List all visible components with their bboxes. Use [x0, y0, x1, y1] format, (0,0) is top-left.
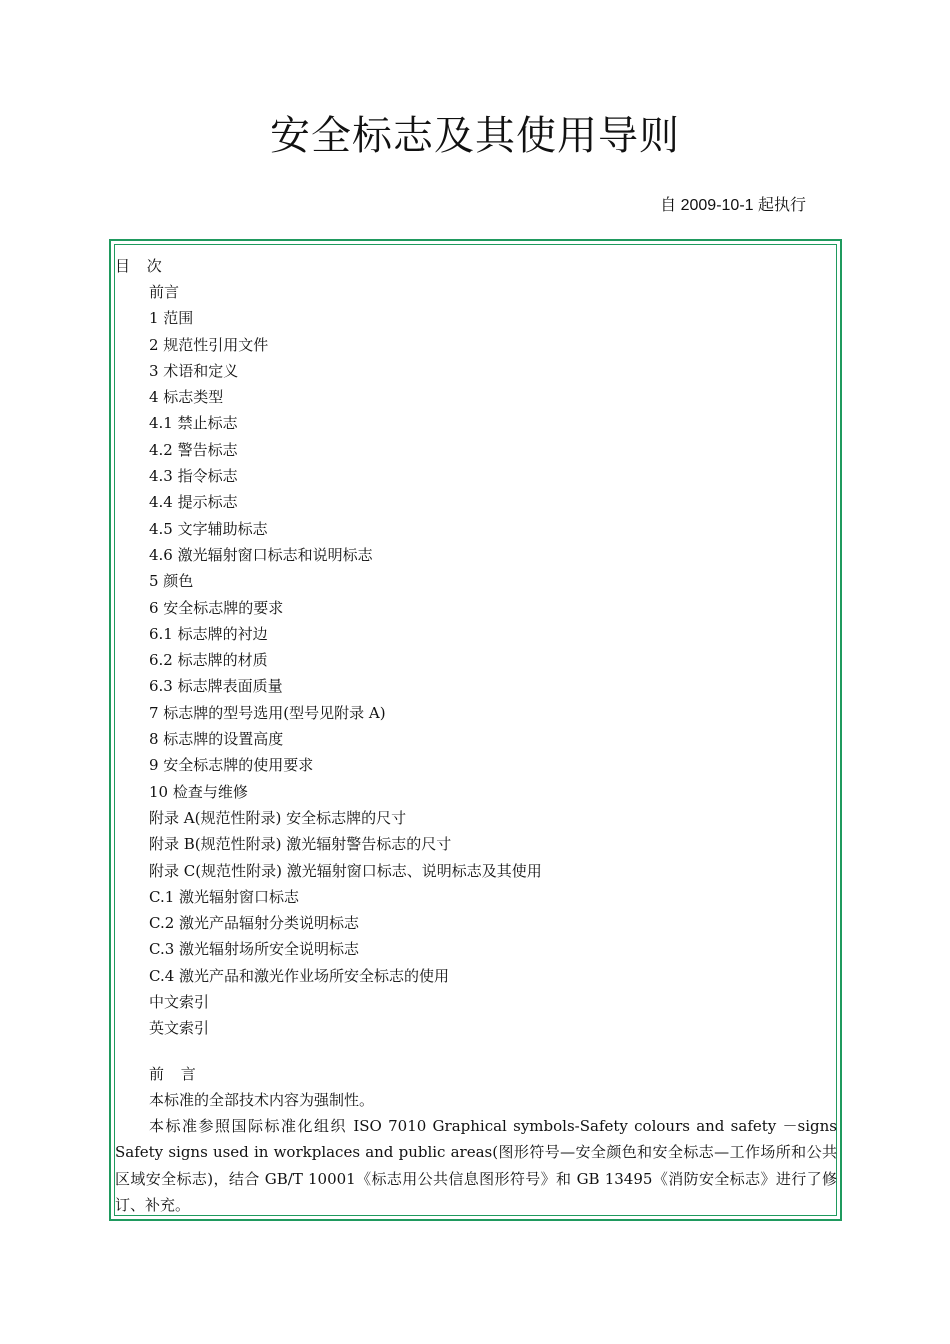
toc-item: 5 颜色	[149, 572, 194, 591]
toc-item: 4.2 警告标志	[149, 440, 238, 459]
toc-item: 4.6 激光辐射窗口标志和说明标志	[149, 545, 373, 564]
toc-item: 附录 C(规范性附录) 激光辐射窗口标志、说明标志及其使用	[149, 861, 542, 880]
toc-item: 4.1 禁止标志	[149, 414, 238, 433]
toc-item: 10 检查与维修	[149, 782, 248, 801]
toc-item: 附录 A(规范性附录) 安全标志牌的尺寸	[149, 808, 407, 827]
toc-item: 7 标志牌的型号选用(型号见附录 A)	[149, 703, 386, 722]
toc-item: 4.5 文字辅助标志	[149, 519, 268, 538]
effective-date: 自 2009-10-1 起执行	[660, 197, 806, 214]
toc-item: 6.3 标志牌表面质量	[149, 677, 283, 696]
preface-heading: 前 言	[149, 1065, 202, 1083]
toc-list	[149, 279, 542, 1042]
document-title: 安全标志及其使用导则	[270, 113, 680, 159]
toc-item: 英文索引	[149, 1019, 210, 1038]
toc-heading: 目 次	[115, 257, 168, 275]
toc-item: 4.4 提示标志	[149, 493, 238, 512]
toc-item: 6 安全标志牌的要求	[149, 598, 284, 617]
toc-item: 6.1 标志牌的衬边	[149, 624, 268, 643]
toc-item: 4.3 指令标志	[149, 467, 238, 486]
toc-item: 2 规范性引用文件	[149, 335, 269, 354]
toc-item: 9 安全标志牌的使用要求	[149, 756, 314, 775]
toc-item: 4 标志类型	[149, 388, 224, 407]
toc-item: 中文索引	[149, 993, 210, 1012]
toc-item: 8 标志牌的设置高度	[149, 730, 284, 749]
toc-item: 3 术语和定义	[149, 361, 239, 380]
toc-item: C.3 激光辐射场所安全说明标志	[149, 940, 360, 959]
toc-item: 6.2 标志牌的材质	[149, 651, 268, 670]
toc-item: C.1 激光辐射窗口标志	[149, 887, 300, 906]
toc-item: 前言	[149, 283, 180, 301]
toc-item: 附录 B(规范性附录) 激光辐射警告标志的尺寸	[149, 835, 452, 854]
preface-paragraph: 本标准参照国际标准化组织 ISO 7010 Graphical symbols-Safety colours and safety －signs Safety signs used in workplaces and public areas(图形符号—安全颜色和安全标志—工作场所和公共区域安全标志)，结合 GB/T 10001《标志用公共信息图形符号》和 GB 13495《消防安全标志》进行了修订、补充。	[115, 1117, 837, 1214]
toc-item: 1 范围	[149, 309, 194, 328]
toc-item: C.4 激光产品和激光作业场所安全标志的使用	[149, 966, 450, 985]
toc-item: C.2 激光产品辐射分类说明标志	[149, 914, 360, 933]
preface-paragraph: 本标准的全部技术内容为强制性。	[149, 1091, 375, 1109]
